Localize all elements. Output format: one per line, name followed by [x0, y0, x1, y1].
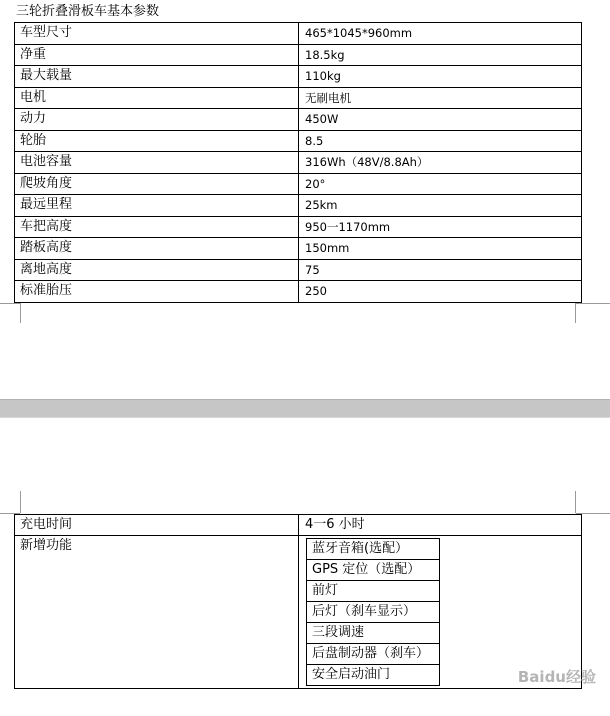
list-item [307, 602, 440, 623]
table-row [15, 173, 582, 195]
feature-item: 三段调速 [307, 623, 440, 644]
page-corner-mark [20, 303, 21, 323]
feature-item: 前灯 [307, 581, 440, 602]
spec-value: 110kg [299, 66, 582, 88]
spec-table [14, 22, 582, 303]
list-item [307, 623, 440, 644]
list-item [307, 665, 440, 686]
spec-label: 标准胎压 [15, 281, 299, 303]
feature-item: GPS 定位（选配） [307, 560, 440, 581]
spec-label: 轮胎 [15, 130, 299, 152]
spec-label: 离地高度 [15, 259, 299, 281]
spec-value: 18.5kg [299, 44, 582, 66]
page-break-gap [0, 399, 610, 418]
spec-value: 465*1045*960mm [299, 23, 582, 45]
spec-label: 车把高度 [15, 216, 299, 238]
watermark-logo: Baidu经验 [517, 668, 596, 686]
spec-value: 150mm [299, 238, 582, 260]
charge-time-label: 充电时间 [15, 515, 299, 536]
list-item [307, 581, 440, 602]
page-corner-mark [575, 303, 576, 323]
page-corner-mark [576, 303, 610, 304]
list-item [307, 539, 440, 560]
features-label: 新增功能 [15, 536, 299, 689]
table-row [15, 259, 582, 281]
spec-label: 电池容量 [15, 152, 299, 174]
spec-value: 250 [299, 281, 582, 303]
spec-value: 450W [299, 109, 582, 131]
spec-label: 电机 [15, 87, 299, 109]
page-corner-mark [20, 491, 21, 513]
spec-label: 最大载量 [15, 66, 299, 88]
list-item [307, 560, 440, 581]
document-title: 三轮折叠滑板车基本参数 [16, 4, 160, 19]
table-row [15, 281, 582, 303]
page-corner-mark [0, 303, 20, 304]
page-corner-mark [575, 491, 576, 513]
spec-label: 动力 [15, 109, 299, 131]
features-list [306, 538, 440, 686]
feature-item: 后灯（刹车显示） [307, 602, 440, 623]
table-row [15, 515, 582, 536]
spec-value: 950一1170mm [299, 216, 582, 238]
spec-label: 爬坡角度 [15, 173, 299, 195]
table-row [15, 238, 582, 260]
table-row [15, 152, 582, 174]
table-row [15, 66, 582, 88]
spec-value: 8.5 [299, 130, 582, 152]
table-row [15, 23, 582, 45]
table-row [15, 44, 582, 66]
spec-value: 25km [299, 195, 582, 217]
spec-value: 无刷电机 [299, 87, 582, 109]
spec-label: 净重 [15, 44, 299, 66]
list-item [307, 644, 440, 665]
table-row [15, 195, 582, 217]
spec-label: 最远里程 [15, 195, 299, 217]
charge-time-value: 4一6 小时 [299, 515, 582, 536]
feature-item: 安全启动油门 [307, 665, 440, 686]
table-row [15, 216, 582, 238]
spec-label: 车型尺寸 [15, 23, 299, 45]
spec-value: 316Wh（48V/8.8Ah） [299, 152, 582, 174]
spec-value: 75 [299, 259, 582, 281]
feature-item: 蓝牙音箱(选配） [307, 539, 440, 560]
spec-label: 踏板高度 [15, 238, 299, 260]
table-row [15, 109, 582, 131]
feature-item: 后盘制动器（刹车） [307, 644, 440, 665]
table-row [15, 87, 582, 109]
spec-value: 20° [299, 173, 582, 195]
table-row [15, 130, 582, 152]
